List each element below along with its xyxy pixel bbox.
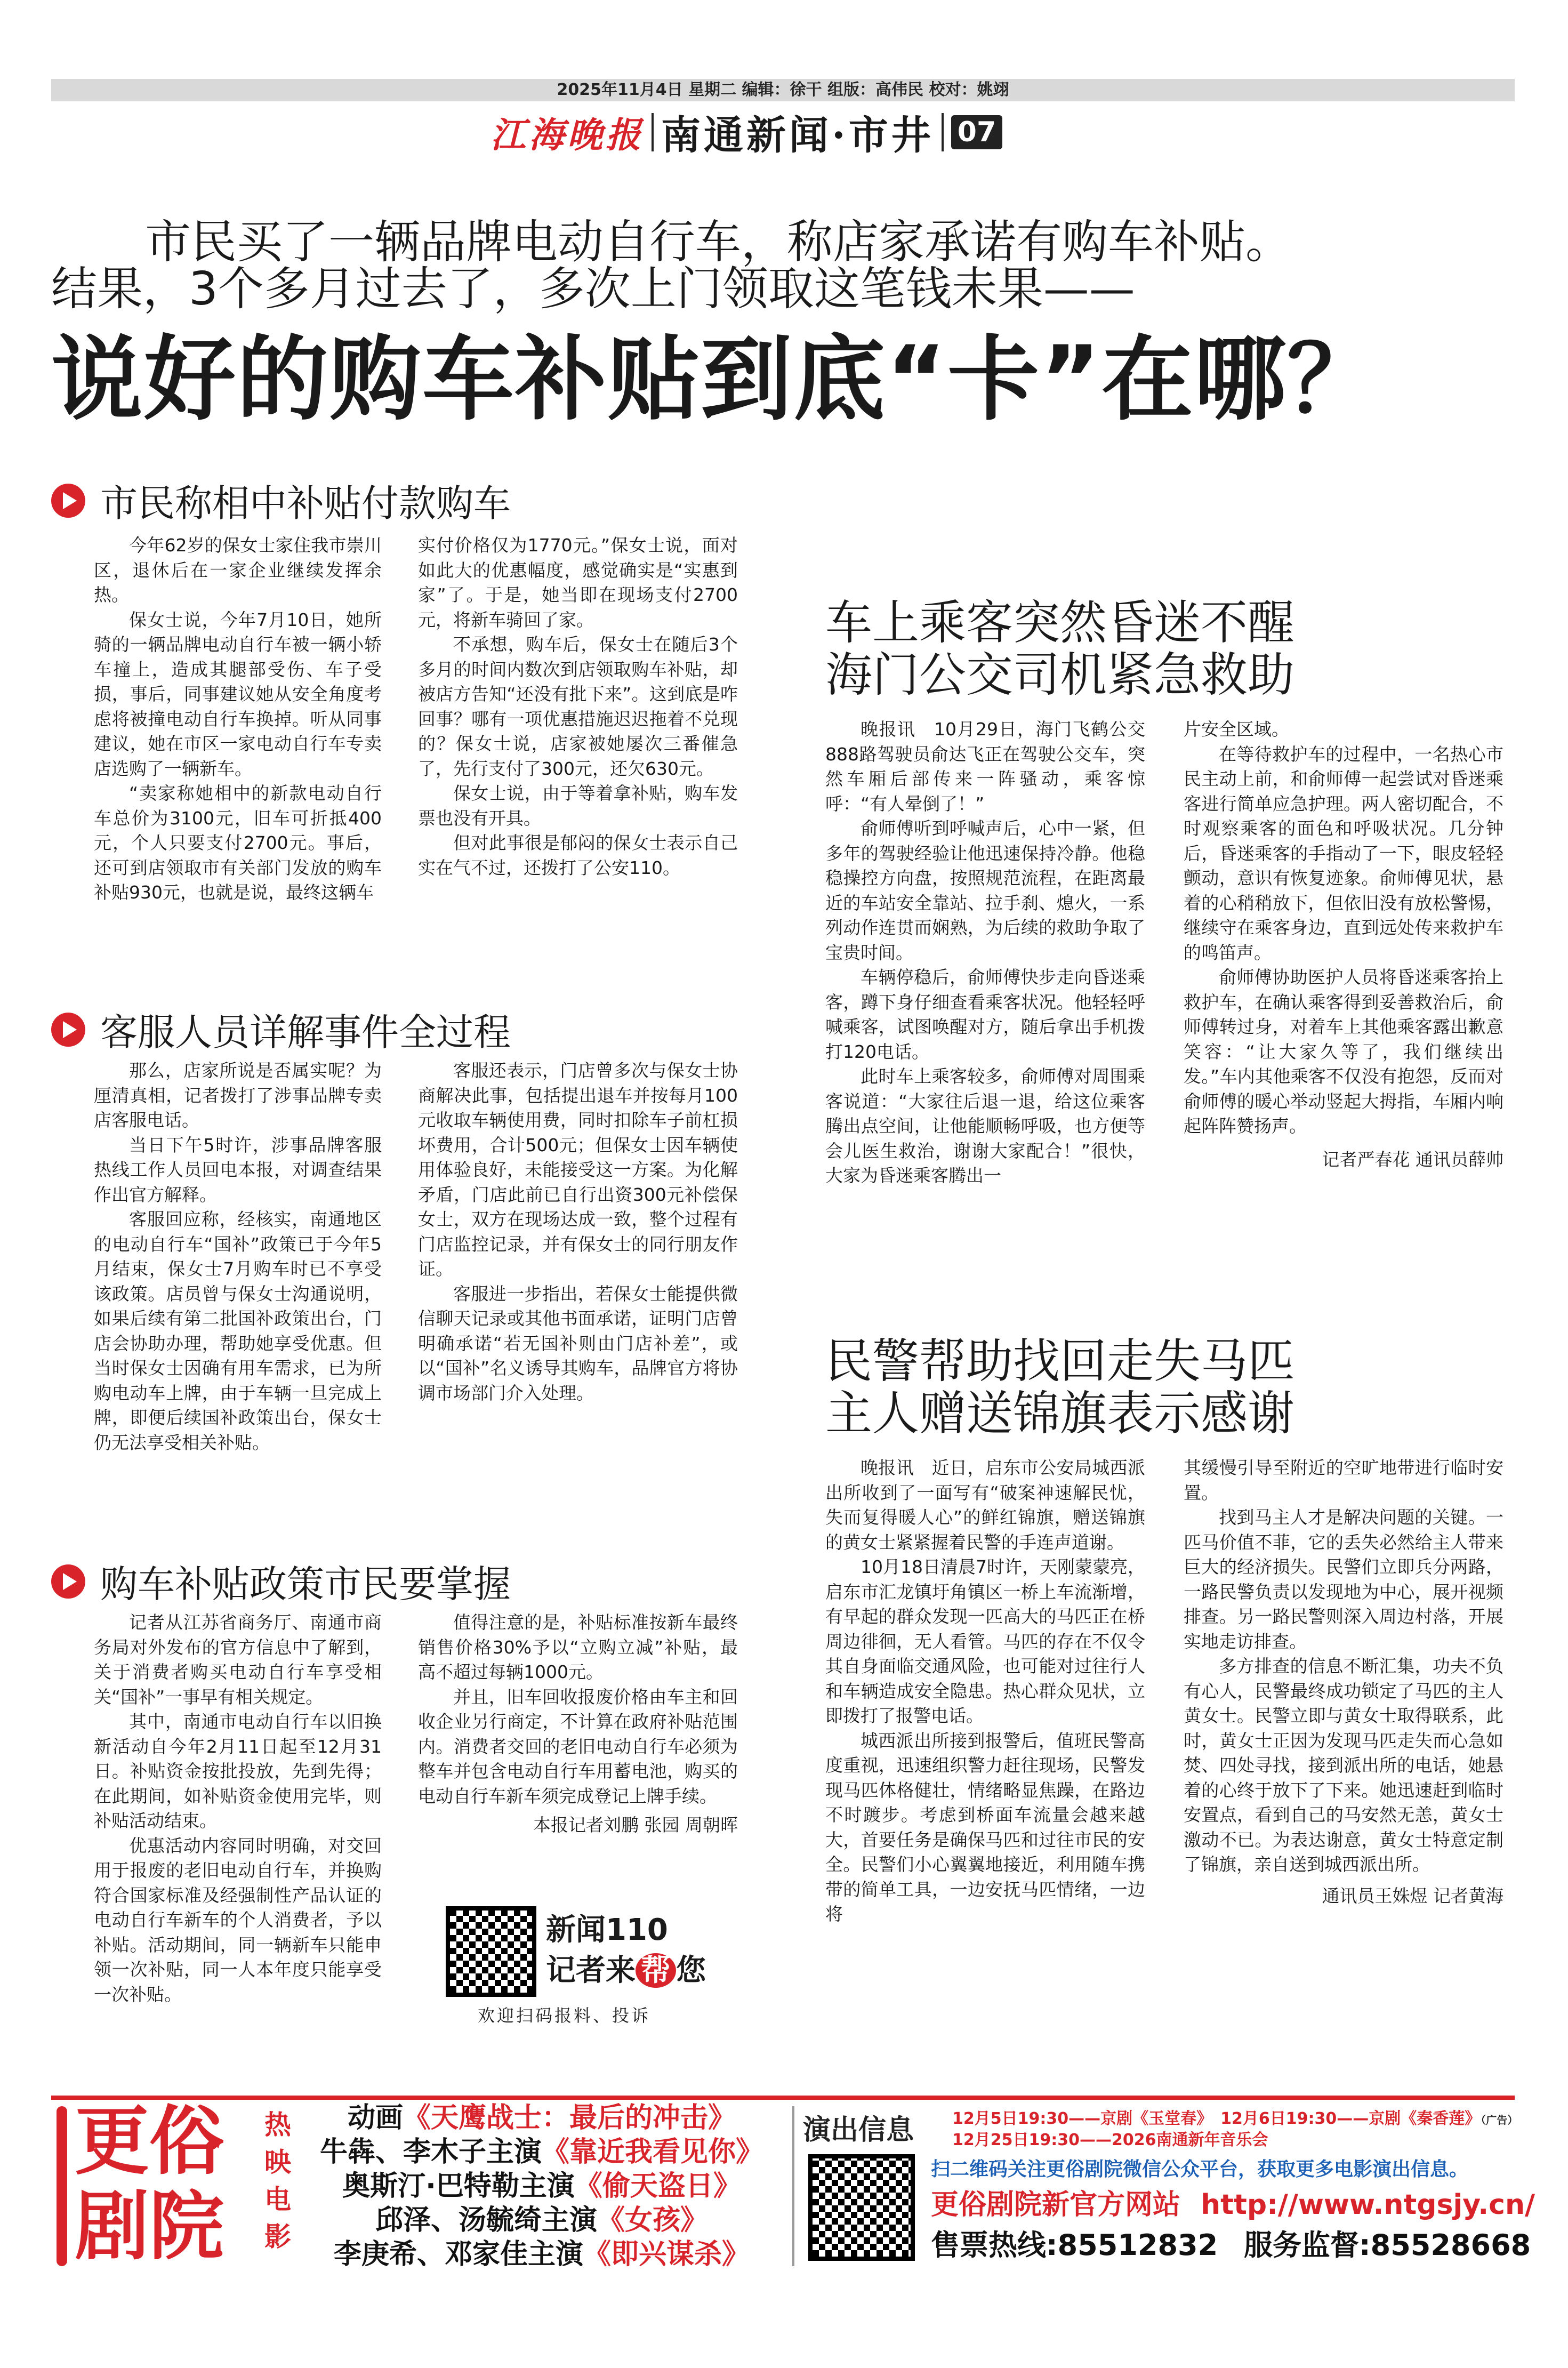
- article-column: [418, 533, 738, 880]
- theater-accent-bar: [57, 2106, 67, 2266]
- story2-title-2: 海门公交司机紧急救助: [825, 647, 1295, 702]
- theater-name-1: 更俗: [75, 2098, 224, 2185]
- byline: 通讯员王姝煜 记者黄海: [1322, 1885, 1503, 1906]
- paragraph: 但对此事很是郁闷的保女士表示自己实在气不过，还拨打了公安110。: [418, 832, 738, 878]
- shows-line-1: [952, 2105, 1518, 2129]
- qr-note: 扫二维码关注更俗剧院微信公众平台，获取更多电影演出信息。: [931, 2158, 1469, 2180]
- paragraph: 不承想，购车后，保女士在随后3个多月的时间内数次到店领取购车补贴，却被店方告知“还没有批下来”。这到底是咋回事？哪有一项优惠措施迟迟拖着不兑现的？保女士说，店家被她屡次三番催急了，先行支付了300元，还欠630元。: [418, 634, 738, 779]
- section-title: 客服人员详解事件全过程: [100, 1010, 511, 1054]
- theater-qr-code[interactable]: [808, 2154, 915, 2261]
- masthead-divider: [652, 113, 654, 151]
- footer-rule: [51, 2096, 1515, 2100]
- footer-divider: [792, 2106, 794, 2266]
- film-item: 奥斯汀·巴特勒主演《偷天盗日》: [342, 2170, 741, 2202]
- section-title: 市民称相中补贴付款购车: [100, 481, 511, 525]
- article-column: [418, 1610, 738, 1838]
- paragraph: 并且，旧车回收报废价格由车主和回收企业另行商定，不计算在政府补贴范围内。消费者交回的老旧电动自行车必须为整车并包含电动自行车用蓄电池，购买的电动自行车新车须完成登记上牌手续。: [418, 1686, 738, 1807]
- slogan-part: 您: [676, 1953, 706, 1988]
- slogan-help-badge: 帮: [636, 1953, 676, 1988]
- article-column: [94, 1610, 382, 2007]
- masthead: [490, 109, 1002, 158]
- hotline-caption: 欢迎扫码报料、投诉: [478, 2005, 651, 2026]
- byline: 本报记者刘鹏 张园 周朝晖: [533, 1815, 738, 1835]
- paragraph: 此时车上乘客较多，俞师傅对周围乘客说道：“大家往后退一退，给这位乘客腾出点空间，让他能顺畅呼吸，也方便等会儿医生救治，谢谢大家配合！”很快，大家为昏迷乘客腾出一: [825, 1066, 1145, 1186]
- masthead-divider: [942, 113, 944, 151]
- paragraph: 那么，店家所说是否属实呢？为厘清真相，记者拨打了涉事品牌专卖店客服电话。: [94, 1060, 382, 1130]
- paragraph: 晚报讯 10月29日，海门飞鹤公交888路驾驶员俞达飞正在驾驶公交车，突然车厢后部传来一阵骚动，乘客惊呼：“有人晕倒了！”: [825, 719, 1145, 814]
- date-line: 2025年11月4日 星期二 编辑：徐干 组版：高伟民 校对：姚翊: [557, 81, 1009, 99]
- paragraph: 值得注意的是，补贴标准按新车最终销售价格30%予以“立购立减”补贴，最高不超过每辆1000元。: [418, 1612, 738, 1682]
- article-column: [1184, 1456, 1503, 1908]
- play-arrow-icon: [51, 1013, 85, 1047]
- paragraph: 其缓慢引导至附近的空旷地带进行临时安置。: [1184, 1457, 1503, 1503]
- play-arrow-icon: [51, 1564, 85, 1599]
- paragraph: 当日下午5时许，涉事品牌客服热线工作人员回电本报，对调查结果作出官方解释。: [94, 1134, 382, 1205]
- hotline-box: [446, 1906, 718, 2026]
- paragraph: 记者从江苏省商务厅、南通市商务局对外发布的官方信息中了解到，关于消费者购买电动自行车享受相关“国补”一事早有相关规定。: [94, 1612, 382, 1707]
- shows-label: 演出信息: [803, 2114, 914, 2146]
- paragraph: 实付价格仅为1770元。”保女士说，面对如此大的优惠幅度，感觉确实是“实惠到家”了。于是，她当即在现场支付2700元，将新车骑回了家。: [418, 535, 738, 630]
- film-item: 邱泽、汤毓绮主演《女孩》: [375, 2204, 709, 2236]
- lead-line-1: 市民买了一辆品牌电动自行车，称店家承诺有购车补贴。: [145, 215, 1291, 269]
- qr-code[interactable]: [446, 1906, 536, 1997]
- paragraph: 保女士说，今年7月10日，她所骑的一辆品牌电动自行车被一辆小轿车撞上，造成其腿部受伤、车子受损，事后，同事建议她从安全角度考虑将被撞电动自行车换掉。听从同事建议，她在市区一家电动自行车专卖店选购了一辆新车。: [94, 609, 382, 779]
- article-column: [418, 1058, 738, 1406]
- section-name: 南通新闻·市井: [661, 112, 934, 158]
- paragraph: 10月18日清晨7时许，天刚蒙蒙亮，启东市汇龙镇圩角镇区一桥上车流渐增，有早起的群众发现一匹高大的马匹正在桥周边徘徊，无人看管。马匹的存在不仅令其自身面临交通风险，也可能对过往行人和车辆造成安全隐患。热心群众见状，立即拨打了报警电话。: [825, 1556, 1145, 1726]
- paragraph: 客服还表示，门店曾多次与保女士协商解决此事，包括提出退车并按每月100元收取车辆使用费，同时扣除车子前杠损坏费用，合计500元；但保女士因车辆使用体验良好，未能接受这一方案。为化解矛盾，门店此前已自行出资300元补偿保女士，双方在现场达成一致，整个过程有门店监控记录，并有保女士的同行朋友作证。: [418, 1060, 738, 1279]
- supervise-label: 服务监督:: [1244, 2228, 1371, 2262]
- film-list: [302, 2101, 782, 2271]
- film-item: 动画《天鹰战士：最后的冲击》: [347, 2102, 736, 2134]
- section-heading-3: [51, 1554, 511, 1608]
- slogan-part: 记者来: [546, 1953, 636, 1988]
- website-line: [931, 2182, 1535, 2222]
- paragraph: 保女士说，由于等着拿补贴，购车发票也没有开具。: [418, 783, 738, 829]
- ad-tag: （广告）: [1481, 2114, 1518, 2126]
- shows-line-2: 12月25日19:30——2026南通新年音乐会: [952, 2131, 1268, 2149]
- byline: 记者严春花 通讯员薛帅: [1322, 1149, 1503, 1170]
- date-bar: [51, 79, 1515, 101]
- paragraph: 优惠活动内容同时明确，对交回用于报废的老旧电动自行车，并换购符合国家标准及经强制性产品认证的电动自行车新车的个人消费者，予以补贴。活动期间，同一辆新车只能申领一次补贴，同一人本年度只能享受一次补贴。: [94, 1835, 382, 2005]
- paragraph: 找到马主人才是解决问题的关键。一匹马价值不菲，它的丢失必然给主人带来巨大的经济损失。民警们立即兵分两路，一路民警负责以发现地为中心，展开视频排查。另一路民警则深入周边村落，开展实地走访排查。: [1184, 1507, 1503, 1652]
- contact-line: [931, 2222, 1531, 2263]
- phone-label: 售票热线:: [931, 2228, 1058, 2262]
- paragraph: 俞师傅听到呼喊声后，心中一紧，但多年的驾驶经验让他迅速保持冷静。他稳稳操控方向盘，按照规范流程，在距离最近的车站安全靠站、拉手刹、熄火，一系列动作连贯而娴熟，为后续的救助争取了宝贵时间。: [825, 818, 1145, 963]
- theater-name-2: 剧院: [75, 2183, 224, 2270]
- section-heading-1: [51, 473, 511, 527]
- film-item: 李庚希、邓家佳主演《即兴谋杀》: [333, 2238, 750, 2270]
- page-title: 说好的购车补贴到底“卡”在哪？: [51, 326, 1380, 433]
- paragraph: 片安全区域。: [1184, 719, 1289, 740]
- article-column: [825, 1456, 1145, 1927]
- paragraph: 客服回应称，经核实，南通地区的电动自行车“国补”政策已于今年5月结束，保女士7月购车时已不享受该政策。店员曾与保女士沟通说明，如果后续有第二批国补政策出台，门店会协助办理，帮助她享受优惠。但当时保女士因确有用车需求，已为所购电动车上牌，由于车辆一旦完成上牌，即便后续国补政策出台，保女士仍无法享受相关补贴。: [94, 1209, 382, 1453]
- section-title: 购车补贴政策市民要掌握: [100, 1562, 511, 1606]
- article-column: [1184, 717, 1503, 1172]
- play-arrow-icon: [51, 484, 85, 518]
- paragraph: 晚报讯 近日，启东市公安局城西派出所收到了一面写有“破案神速解民忧，失而复得暖人心”的鲜红锦旗，赠送锦旗的黄女士紧紧握着民警的手连声道谢。: [825, 1457, 1145, 1553]
- hot-films-label: 热映电影: [264, 2109, 291, 2252]
- story2-title-1: 车上乘客突然昏迷不醒: [825, 595, 1295, 650]
- paragraph: 车辆停稳后，俞师傅快步走向昏迷乘客，蹲下身仔细查看乘客状况。他轻轻呼喊乘客，试图唤醒对方，随后拿出手机拨打120电话。: [825, 967, 1145, 1062]
- website-label: 更俗剧院新官方网站: [931, 2189, 1181, 2221]
- paragraph: 其中，南通市电动自行车以旧换新活动自今年2月11日起至12月31日。补贴资金按批投放，先到先得；在此期间，如补贴资金使用完毕，则补贴活动结束。: [94, 1711, 382, 1831]
- film-item: 牛犇、李木子主演《靠近我看见你》: [319, 2136, 764, 2168]
- story3-title-2: 主人赠送锦旗表示感谢: [825, 1386, 1295, 1441]
- section-heading-2: [51, 1002, 511, 1056]
- supervise-phone: 85528668: [1370, 2228, 1531, 2262]
- story3-title-1: 民警帮助找回走失马匹: [825, 1334, 1295, 1388]
- paragraph: 城西派出所接到报警后，值班民警高度重视，迅速组织警力赶往现场，民警发现马匹体格健壮，情绪略显焦躁，在路边不时踱步。考虑到桥面车流量会越来越大，首要任务是确保马匹和过往市民的安全。民警们小心翼翼地接近，利用随车携带的简单工具，一边安抚马匹情绪，一边将: [825, 1730, 1145, 1924]
- shows-text: 12月5日19:30——京剧《玉堂春》 12月6日19:30——京剧《秦香莲》: [952, 2109, 1481, 2128]
- paper-logo: 江海晚报: [490, 114, 644, 156]
- hotline-slogan: [546, 1947, 706, 1989]
- paragraph: “卖家称她相中的新款电动自行车总价为3100元，旧车可折抵400元，个人只要支付2700元。事后，还可到店领取市有关部门发放的购车补贴930元，也就是说，最终这辆车: [94, 783, 382, 903]
- paragraph: 客服进一步指出，若保女士能提供微信聊天记录或其他书面承诺，证明门店曾明确承诺“若无国补则由门店补差”，或以“国补”名义诱导其购车，品牌官方将协调市场部门介入处理。: [418, 1283, 738, 1403]
- theater-ad: [51, 2096, 1535, 2275]
- ticket-phone: 85512832: [1057, 2228, 1218, 2262]
- paragraph: 俞师傅协助医护人员将昏迷乘客抬上救护车，在确认乘客得到妥善救治后，俞师傅转过身，对着车上其他乘客露出歉意笑容：“让大家久等了，我们继续出发。”车内其他乘客不仅没有抱怨，反而对俞师傅的暖心举动竖起大拇指，车厢内响起阵阵赞扬声。: [1184, 967, 1503, 1136]
- paragraph: 今年62岁的保女士家住我市崇川区，退休后在一家企业继续发挥余热。: [94, 535, 382, 605]
- article-column: [94, 533, 382, 905]
- paragraph: 在等待救护车的过程中，一名热心市民主动上前，和俞师傅一起尝试对昏迷乘客进行简单应急护理。两人密切配合，不时观察乘客的面色和呼吸状况。几分钟后，昏迷乘客的手指动了一下，眼皮轻轻颤动，意识有恢复迹象。俞师傅见状，悬着的心稍稍放下，但依旧没有放松警惕，继续守在乘客身边，直到远处传来救护车的鸣笛声。: [1184, 743, 1503, 963]
- page-number: 07: [951, 115, 1002, 149]
- lead-line-2: 结果，3个多月过去了，多次上门领取这笔钱未果——: [51, 262, 1135, 316]
- article-column: [94, 1058, 382, 1455]
- hotline-title: 新闻110: [546, 1913, 668, 1947]
- article-column: [825, 717, 1145, 1189]
- website-url[interactable]: http://www.ntgsjy.cn/: [1201, 2189, 1535, 2221]
- paragraph: 多方排查的信息不断汇集，功夫不负有心人，民警最终成功锁定了马匹的主人黄女士。民警立即与黄女士取得联系，此时，黄女士正因为发现马匹走失而心急如焚、四处寻找，接到派出所的电话，她悬着的心终于放下了下来。她迅速赶到临时安置点，看到自己的马安然无恙，黄女士激动不已。为表达谢意，黄女士特意定制了锦旗，亲自送到城西派出所。: [1184, 1656, 1503, 1875]
